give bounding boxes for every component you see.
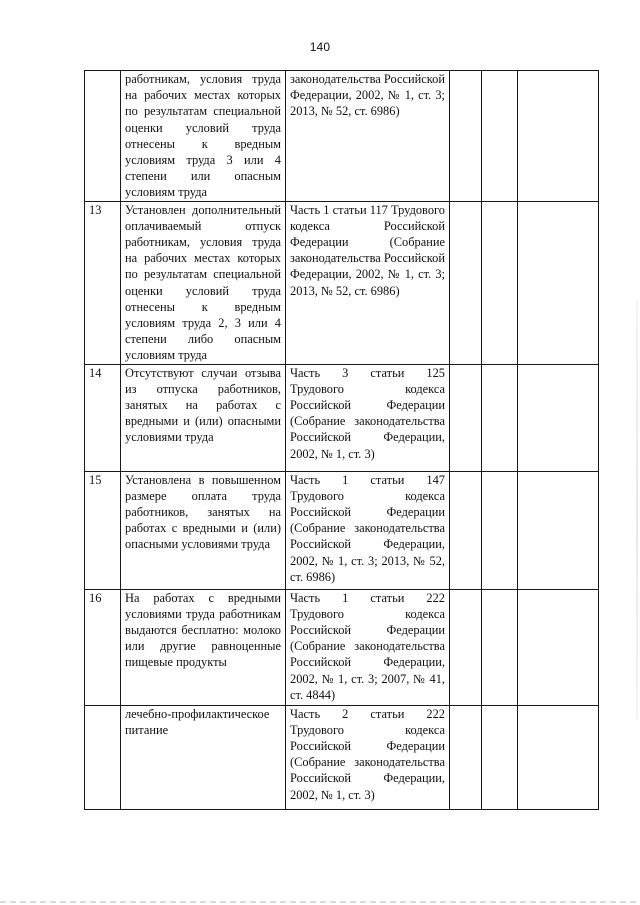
legal-reference: законодательства Российской Федерации, 2002, № 1, ст. 3; 2013, № 52, ст. 6986) [286,71,450,202]
answer-cell-na [518,705,599,809]
row-number: 13 [85,201,121,364]
answer-cell-no [482,471,518,589]
legal-reference: Часть 1 статьи 147 Трудового кодекса Российской Федерации (Собрание законодательства Российской Федерации, 2002, № 1, ст. 3; 2013, № 52, ст. 6986) [286,471,450,589]
legal-reference: Часть 3 статьи 125 Трудового кодекса Российской Федерации (Собрание законодательства Российской Федерации, 2002, № 1, ст. 3) [286,364,450,471]
legal-reference: Часть 1 статьи 117 Трудового кодекса Российской Федерации (Собрание законодательства Российской Федерации, 2002, № 1, ст. 3; 2013, № 52, ст. 6986) [286,201,450,364]
legal-reference: Часть 1 статьи 222 Трудового кодекса Российской Федерации (Собрание законодательства Российской Федерации, 2002, № 1, ст. 3; 2007, № 41, ст. 4844) [286,589,450,705]
table-row [85,71,599,202]
answer-cell-na [518,201,599,364]
answer-cell-yes [450,364,482,471]
table-row [85,705,599,809]
answer-cell-no [482,364,518,471]
scan-edge-shadow [636,300,638,720]
answer-cell-yes [450,471,482,589]
page-number: 140 [309,40,331,54]
row-number [85,705,121,809]
requirement-text: лечебно-профилактическое питание [121,705,286,809]
answer-cell-yes [450,71,482,202]
requirement-text: Установлен дополнительный оплачиваемый отпуск работникам, условия труда на рабочих местах которых по результатам специальной оценки условий труда отнесены к вредным условиям труда 2, 3 или 4 степени либо опасным условиям труда [121,201,286,364]
row-number: 16 [85,589,121,705]
answer-cell-yes [450,201,482,364]
row-number: 14 [85,364,121,471]
requirement-text: работникам, условия труда на рабочих местах которых по результатам специальной оценки условий труда отнесены к вредным условиям труда 3 или 4 степени или опасным условиям труда [121,71,286,202]
row-number: 15 [85,471,121,589]
answer-cell-na [518,471,599,589]
table-row [85,471,599,589]
scan-bottom-mark [0,901,640,903]
answer-cell-yes [450,589,482,705]
requirement-text: На работах с вредными условиями труда работникам выдаются бесплатно: молоко или другие равноценные пищевые продукты [121,589,286,705]
table-row [85,201,599,364]
answer-cell-no [482,71,518,202]
answer-cell-na [518,364,599,471]
row-number [85,71,121,202]
table-row [85,589,599,705]
answer-cell-yes [450,705,482,809]
answer-cell-na [518,71,599,202]
answer-cell-na [518,589,599,705]
answer-cell-no [482,201,518,364]
legal-reference: Часть 2 статьи 222 Трудового кодекса Российской Федерации (Собрание законодательства Российской Федерации, 2002, № 1, ст. 3) [286,705,450,809]
answer-cell-no [482,589,518,705]
requirement-text: Отсутствуют случаи отзыва из отпуска работников, занятых на работах с вредными и (или) опасными условиями труда [121,364,286,471]
table-row [85,364,599,471]
requirement-text: Установлена в повышенном размере оплата труда работников, занятых на работах с вредными и (или) опасными условиями труда [121,471,286,589]
answer-cell-no [482,705,518,809]
checklist-table [84,70,599,810]
